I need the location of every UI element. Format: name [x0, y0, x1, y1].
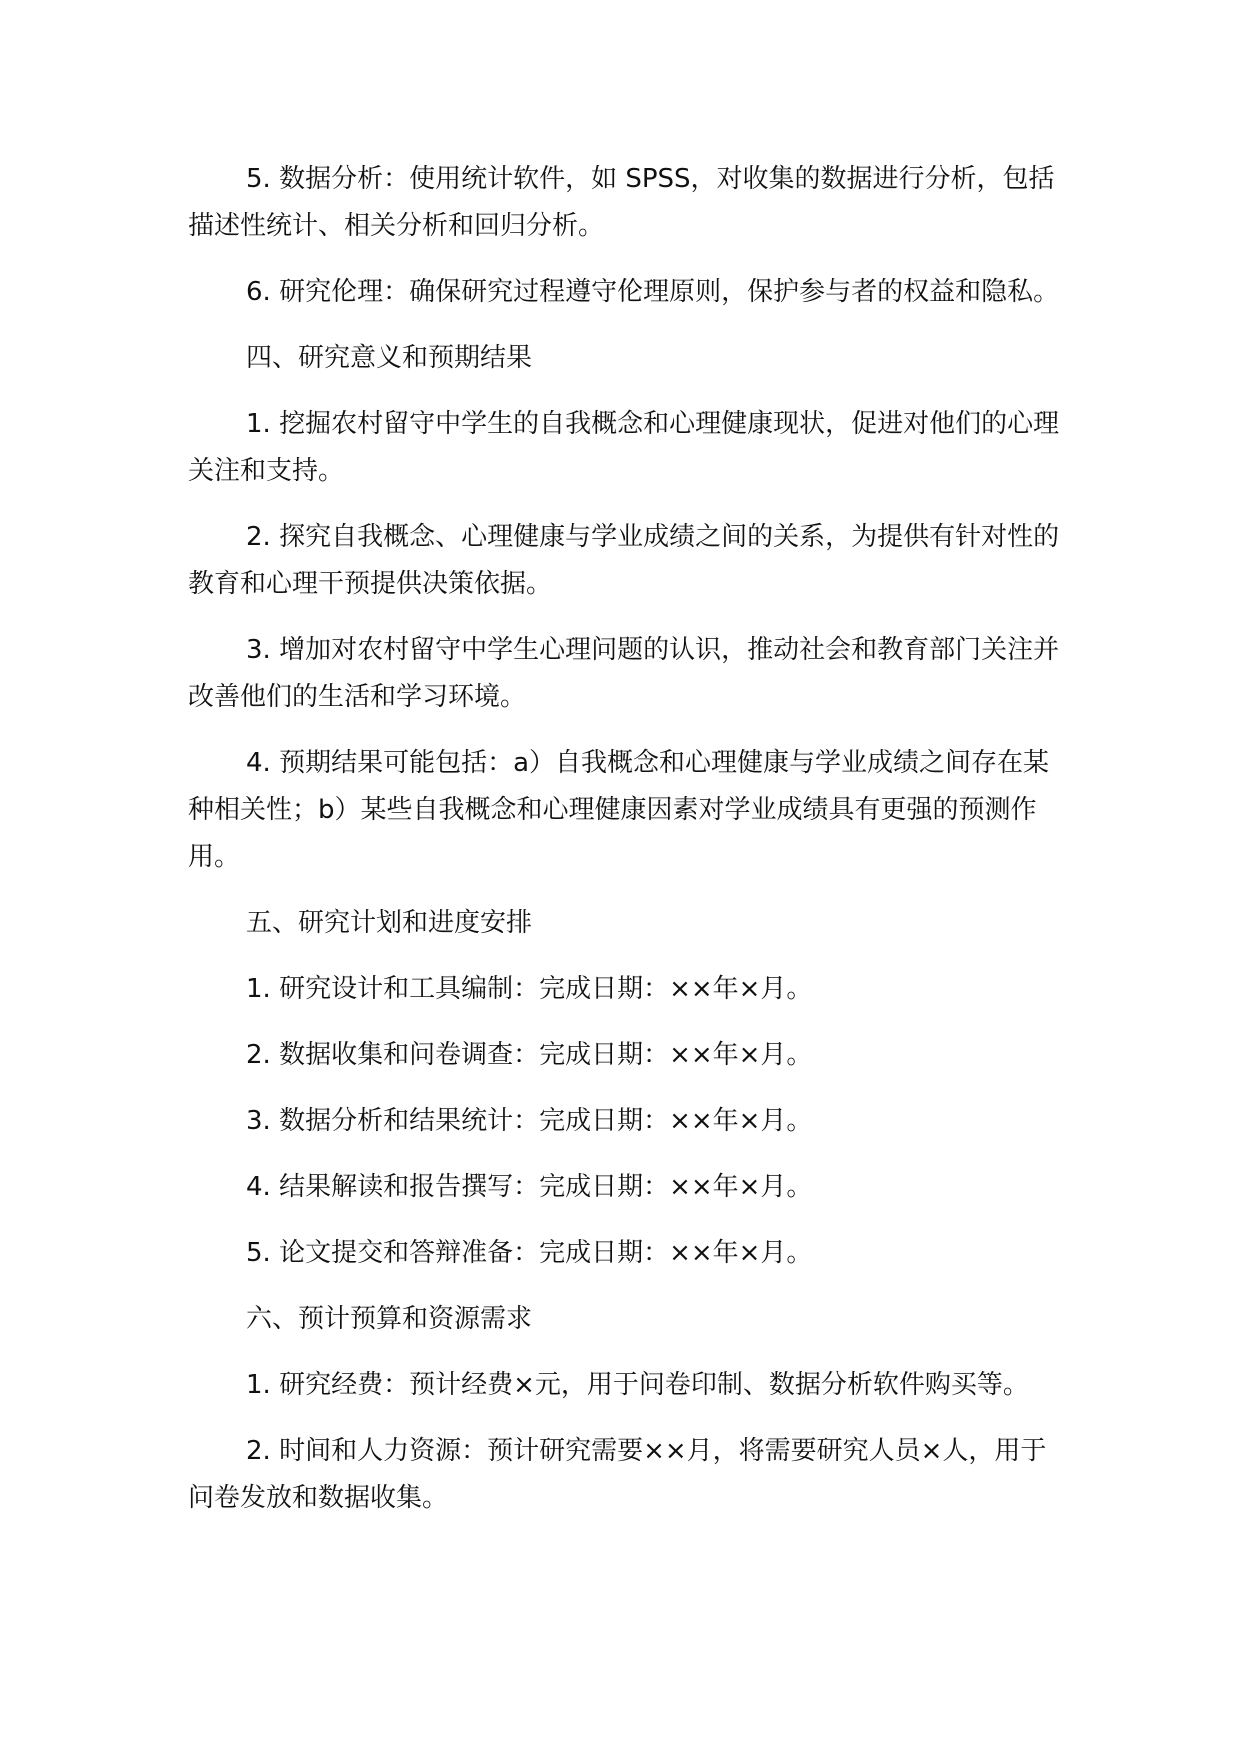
section-heading-schedule: 五、研究计划和进度安排: [246, 908, 533, 938]
schedule-item-4: 4. 结果解读和报告撰写：完成日期：××年×月。: [246, 1172, 813, 1202]
paragraph-research-ethics: 6. 研究伦理：确保研究过程遵守伦理原则，保护参与者的权益和隐私。: [246, 277, 1060, 307]
schedule-item-3: 3. 数据分析和结果统计：完成日期：××年×月。: [246, 1106, 813, 1136]
schedule-item-1: 1. 研究设计和工具编制：完成日期：××年×月。: [246, 974, 813, 1004]
paragraph-significance-1: 1. 挖掘农村留守中学生的自我概念和心理健康现状，促进对他们的心理关注和支持。: [188, 409, 1060, 486]
paragraph-expected-results: 4. 预期结果可能包括：a）自我概念和心理健康与学业成绩之间存在某种相关性；b）某些自我概念和心理健康因素对学业成绩具有更强的预测作用。: [188, 748, 1050, 872]
paragraph-significance-3: 3. 增加对农村留守中学生心理问题的认识，推动社会和教育部门关注并改善他们的生活和学习环境。: [188, 635, 1060, 712]
budget-item-funding: 1. 研究经费：预计经费×元，用于问卷印制、数据分析软件购买等。: [246, 1370, 1029, 1400]
paragraph-data-analysis: 5. 数据分析：使用统计软件，如 SPSS，对收集的数据进行分析，包括描述性统计、相关分析和回归分析。: [188, 164, 1055, 241]
paragraph-significance-2: 2. 探究自我概念、心理健康与学业成绩之间的关系，为提供有针对性的教育和心理干预提供决策依据。: [188, 522, 1060, 599]
section-heading-budget: 六、预计预算和资源需求: [246, 1304, 533, 1334]
schedule-item-5: 5. 论文提交和答辩准备：完成日期：××年×月。: [246, 1238, 813, 1268]
budget-item-time-personnel: 2. 时间和人力资源：预计研究需要××月，将需要研究人员×人，用于问卷发放和数据收集。: [188, 1436, 1047, 1513]
section-heading-significance: 四、研究意义和预期结果: [246, 343, 533, 373]
document-body: [188, 156, 1068, 1541]
schedule-item-2: 2. 数据收集和问卷调查：完成日期：××年×月。: [246, 1040, 813, 1070]
